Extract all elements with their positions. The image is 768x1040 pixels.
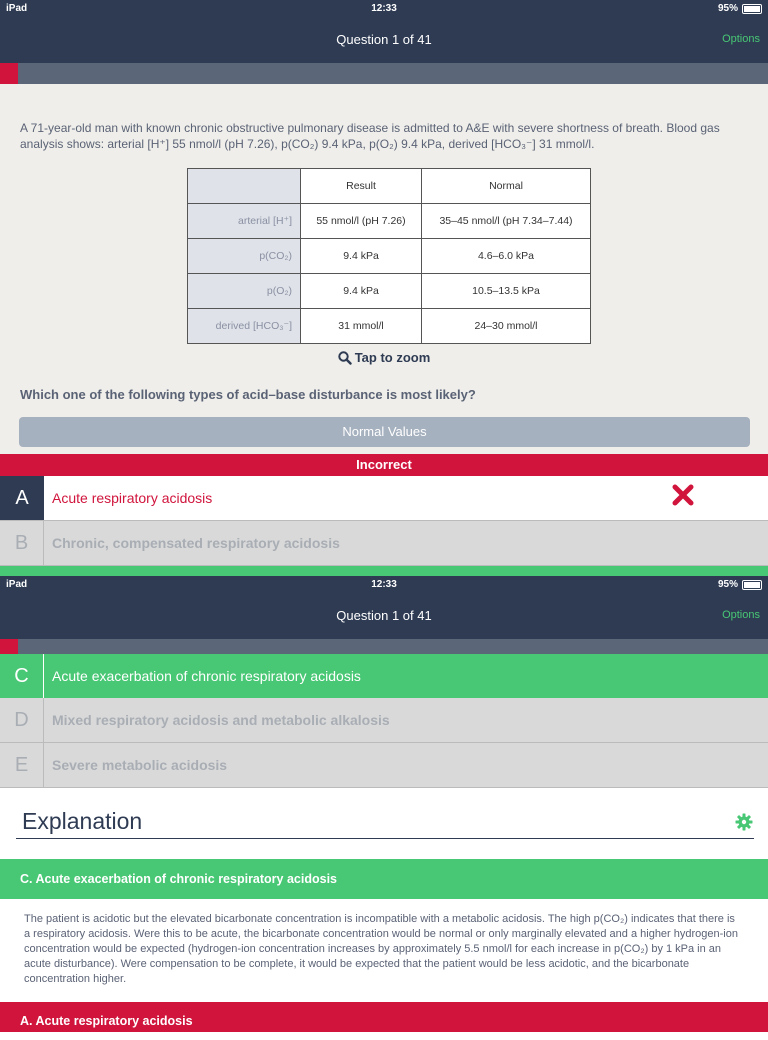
carrier-label: iPad xyxy=(6,3,28,14)
tap-to-zoom[interactable] xyxy=(0,350,768,365)
options-button[interactable]: Options xyxy=(722,33,760,45)
blood-gas-table[interactable] xyxy=(187,168,591,344)
progress-fill xyxy=(0,63,18,84)
battery-icon xyxy=(742,580,762,590)
option-c[interactable] xyxy=(0,654,768,699)
row-label: arterial [H⁺] xyxy=(188,204,301,239)
option-b[interactable] xyxy=(0,521,768,566)
battery-percent: 95% xyxy=(717,579,738,590)
gear-icon[interactable] xyxy=(735,813,753,831)
clock: 12:33 xyxy=(371,3,397,14)
explanation-title: Explanation xyxy=(22,808,143,834)
option-text: Mixed respiratory acidosis and metabolic alkalosis xyxy=(52,712,390,728)
divider xyxy=(16,838,754,839)
row-normal: 4.6–6.0 kPa xyxy=(422,239,591,274)
status-bar xyxy=(0,576,768,594)
row-label: p(O₂) xyxy=(188,274,301,309)
carrier-label: iPad xyxy=(6,579,28,590)
row-result: 9.4 kPa xyxy=(301,239,422,274)
battery-percent: 95% xyxy=(717,3,738,14)
option-letter: C xyxy=(0,654,44,698)
question-counter: Question 1 of 41 xyxy=(336,608,432,623)
header-normal: Normal xyxy=(422,169,591,204)
option-a[interactable] xyxy=(0,476,768,521)
normal-values-button[interactable]: Normal Values xyxy=(19,417,750,447)
tap-to-zoom-label: Tap to zoom xyxy=(354,350,431,365)
progress-bar xyxy=(0,63,768,84)
option-text: Severe metabolic acidosis xyxy=(52,757,228,773)
row-result: 31 mmol/l xyxy=(301,309,422,344)
nav-bar xyxy=(0,18,768,63)
battery-indicator xyxy=(718,3,762,14)
question-prompt: Which one of the following types of acid–base disturbance is most likely? xyxy=(20,387,476,402)
status-bar xyxy=(0,0,768,18)
option-letter: E xyxy=(0,743,44,787)
option-text: Acute exacerbation of chronic respiratory acidosis xyxy=(52,668,361,684)
option-e[interactable] xyxy=(0,743,768,788)
wrong-answer-heading: A. Acute respiratory acidosis xyxy=(0,1002,768,1032)
correct-answer-heading: C. Acute exacerbation of chronic respiratory acidosis xyxy=(0,859,768,899)
row-label: derived [HCO₃⁻] xyxy=(188,309,301,344)
option-text: Acute respiratory acidosis xyxy=(52,490,213,506)
options-button[interactable]: Options xyxy=(722,609,760,621)
option-letter: D xyxy=(0,698,44,742)
incorrect-banner: Incorrect xyxy=(0,454,768,476)
row-normal: 24–30 mmol/l xyxy=(422,309,591,344)
table-corner xyxy=(188,169,301,204)
question-counter: Question 1 of 41 xyxy=(336,32,432,47)
option-text: Chronic, compensated respiratory acidosis xyxy=(52,535,340,551)
question-stem: A 71-year-old man with known chronic obstructive pulmonary disease is admitted to A&E with severe shortness of breath. Blood gas analysis shows: arterial [H⁺] 55 nmol/l (pH 7.26), p(CO₂) 9.4 kPa, p(O₂) 9.4 kPa, derived [HCO₃⁻] 31 mmol/l. xyxy=(20,121,720,151)
row-normal: 10.5–13.5 kPa xyxy=(422,274,591,309)
battery-indicator xyxy=(718,579,762,590)
option-letter: B xyxy=(0,521,44,565)
row-result: 9.4 kPa xyxy=(301,274,422,309)
clock: 12:33 xyxy=(371,579,397,590)
nav-bar xyxy=(0,594,768,639)
wrong-answer-icon xyxy=(672,484,694,506)
row-label: p(CO₂) xyxy=(188,239,301,274)
option-c-peek xyxy=(0,566,768,576)
option-d[interactable] xyxy=(0,698,768,743)
option-letter: A xyxy=(0,476,44,520)
battery-icon xyxy=(742,4,762,14)
magnifier-icon xyxy=(338,351,352,365)
header-result: Result xyxy=(301,169,422,204)
row-normal: 35–45 nmol/l (pH 7.34–7.44) xyxy=(422,204,591,239)
row-result: 55 nmol/l (pH 7.26) xyxy=(301,204,422,239)
explanation-body: The patient is acidotic but the elevated bicarbonate concentration is incompatible with a metabolic acidosis. The high p(CO₂) indicates that there is a respiratory acidosis. Were this to be acute, the bicarbonate concentration would be normal or only marginally elevated and a higher hydrogen-ion concentration would be expected (hydrogen-ion concentration increases by approximately 5.5 nmol/l for each increase in p(CO₂) by 1 kPa in an acute disturbance). Were compensation to be complete, it would be expected that the patient would be less acidotic, and the bicarbonate concentration higher. xyxy=(24,913,738,985)
